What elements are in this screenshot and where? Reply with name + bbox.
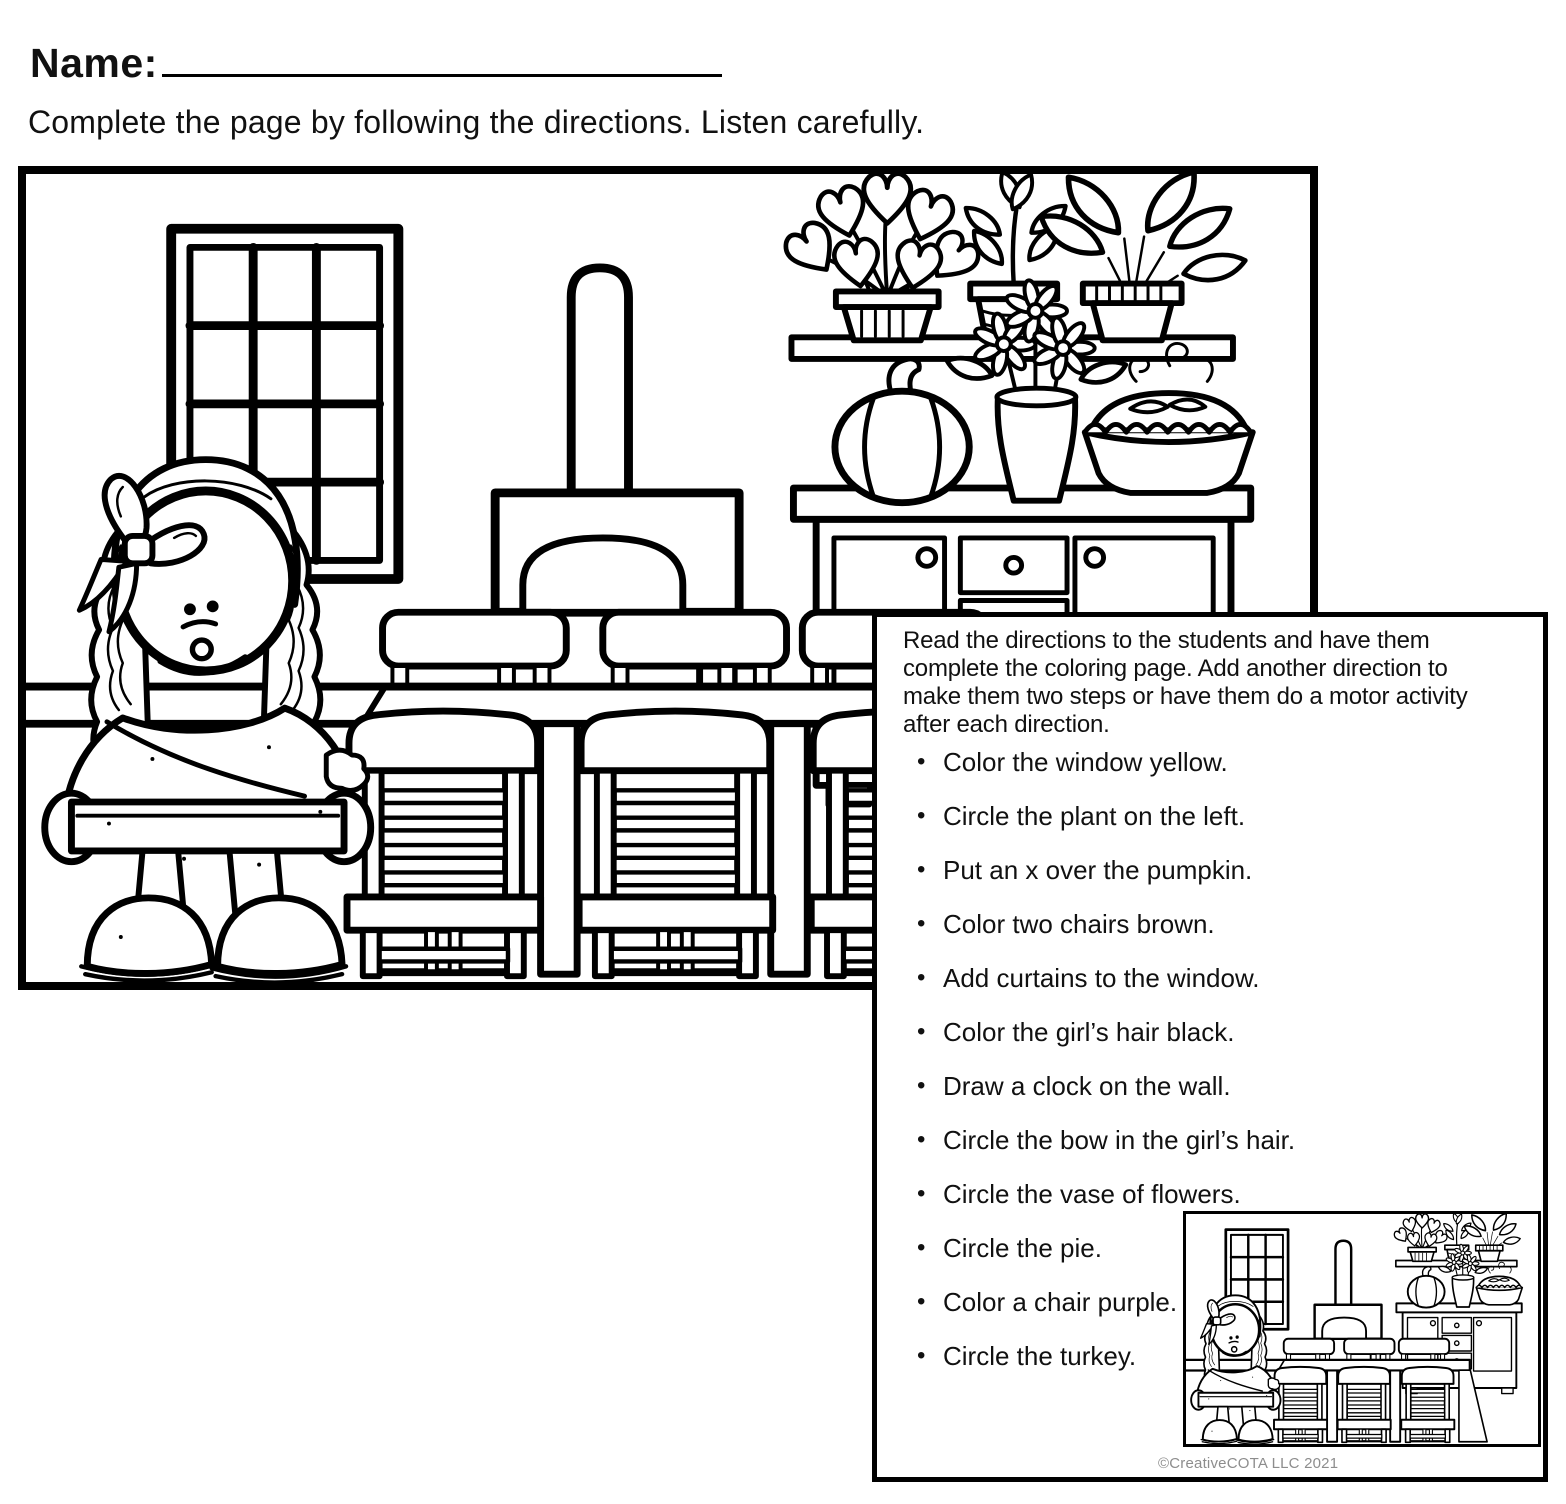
direction-item: • Add curtains to the window. xyxy=(943,963,1543,993)
directions-intro xyxy=(903,627,1543,739)
intro-line: complete the coloring page. Add another direction to xyxy=(903,655,1448,682)
direction-item: • Circle the plant on the left. xyxy=(943,801,1543,831)
direction-item: • Put an x over the pumpkin. xyxy=(943,855,1543,885)
name-label: Name: xyxy=(30,40,158,86)
name-blank-line xyxy=(162,40,722,77)
direction-item: • Color the window yellow. xyxy=(943,747,1543,777)
directions-box xyxy=(872,612,1548,1482)
direction-item: • Color the girl’s hair black. xyxy=(943,1017,1543,1047)
scene-thumbnail xyxy=(1183,1211,1541,1447)
intro-line: after each direction. xyxy=(903,711,1110,738)
direction-item: • Color two chairs brown. xyxy=(943,909,1543,939)
direction-item: • Circle the pie. xyxy=(943,1233,1543,1263)
direction-item: • Circle the turkey. xyxy=(943,1341,1543,1371)
thumbnail-scene-svg xyxy=(1186,1214,1538,1444)
direction-item: • Color a chair purple. xyxy=(943,1287,1543,1317)
direction-item: • Circle the vase of flowers. xyxy=(943,1179,1543,1209)
copyright-text: ©CreativeCOTA LLC 2021 xyxy=(1158,1455,1339,1472)
intro-line: make them two steps or have them do a motor activity xyxy=(903,683,1468,710)
direction-item: • Circle the bow in the girl’s hair. xyxy=(943,1125,1543,1155)
name-field-row xyxy=(30,40,722,87)
intro-line: Read the directions to the students and have them xyxy=(903,627,1430,654)
worksheet-instruction: Complete the page by following the directions. Listen carefully. xyxy=(28,104,925,140)
direction-item: • Draw a clock on the wall. xyxy=(943,1071,1543,1101)
